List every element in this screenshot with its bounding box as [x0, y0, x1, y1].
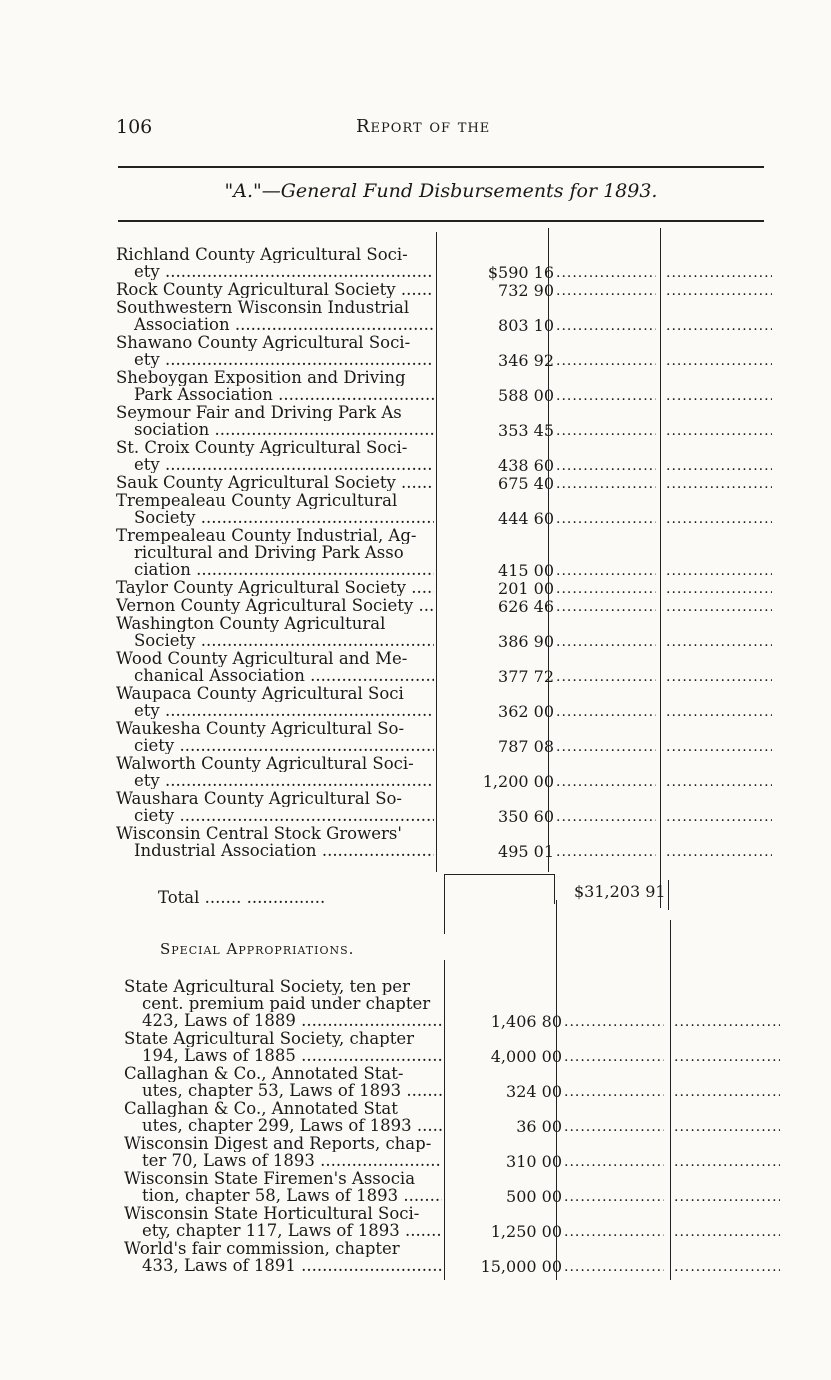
row-amount: 588 00 [498, 386, 554, 405]
row-label-line: ricultural and Driving Park Asso [134, 544, 404, 561]
row-label [124, 1135, 442, 1169]
leader-dots [674, 1084, 780, 1100]
row-label [116, 246, 434, 280]
column-rule [548, 228, 549, 872]
row-amount: 324 00 [506, 1082, 562, 1101]
leader-dots [564, 1224, 664, 1240]
leader-dots [666, 774, 772, 790]
row-amount: 346 92 [498, 351, 554, 370]
row-label [124, 1170, 442, 1204]
row-label-line: Sauk County Agricultural Society ..... [116, 474, 434, 491]
row-amount: 787 08 [498, 737, 554, 756]
row-label-line: Washington County Agricultural [116, 615, 386, 632]
row-amount: 803 10 [498, 316, 554, 335]
column-rule [444, 960, 445, 1280]
row-label-line: Rock County Agricultural Society ..... [116, 281, 434, 298]
row-amount: 1,250 00 [490, 1222, 562, 1241]
leader-dots [666, 458, 772, 474]
row-label [116, 615, 434, 649]
row-label-line: ety ..... [116, 456, 434, 473]
row-label-line: sociation ..... [116, 421, 434, 438]
leader-dots [556, 844, 656, 860]
page-number: 106 [116, 116, 153, 138]
row-label-line: World's fair commission, chapter [124, 1240, 400, 1257]
leader-dots [556, 423, 656, 439]
row-label-line: ety ..... [116, 263, 434, 280]
row-label-line: Richland County Agricultural Soci- [116, 246, 408, 263]
leader-dots [666, 599, 772, 615]
row-label [116, 579, 434, 596]
leader-dots [556, 265, 656, 281]
row-label-line: Wisconsin Digest and Reports, chap- [124, 1135, 432, 1152]
leader-dots [666, 423, 772, 439]
row-label [116, 334, 434, 368]
row-label [116, 439, 434, 473]
leader-dots [556, 599, 656, 615]
row-label-line: Callaghan & Co., Annotated Stat- [124, 1065, 404, 1082]
row-label [116, 755, 434, 789]
row-amount: 350 60 [498, 807, 554, 826]
row-amount: 15,000 00 [480, 1257, 562, 1276]
row-label [116, 720, 434, 754]
row-label-line: Walworth County Agricultural Soci- [116, 755, 414, 772]
leader-dots [556, 511, 656, 527]
row-label-line: 433, Laws of 1891 ..... [124, 1257, 442, 1274]
row-amount: 444 60 [498, 509, 554, 528]
leader-dots [674, 1259, 780, 1275]
leader-dots [674, 1154, 780, 1170]
row-label-line: Association ..... [116, 316, 434, 333]
column-rule [670, 920, 671, 1280]
row-label-line: Industrial Association ..... [116, 842, 434, 859]
leader-dots [564, 1014, 664, 1030]
column-rule [554, 874, 555, 904]
row-label-line: ety, chapter 117, Laws of 1893 ..... [124, 1222, 442, 1239]
row-amount: 386 90 [498, 632, 554, 651]
running-head: Report of the [356, 116, 491, 137]
row-label [116, 281, 434, 298]
leader-dots [556, 476, 656, 492]
total-rule [444, 874, 554, 875]
total-amount: $31,203 91 [574, 882, 666, 901]
row-label [116, 299, 434, 333]
leader-dots [564, 1189, 664, 1205]
leader-dots [564, 1119, 664, 1135]
row-amount: 438 60 [498, 456, 554, 475]
row-label [116, 597, 434, 614]
leader-dots [556, 739, 656, 755]
row-amount: 495 01 [498, 842, 554, 861]
leader-dots [556, 634, 656, 650]
row-label-line: Park Association ..... [116, 386, 434, 403]
leader-dots [674, 1224, 780, 1240]
leader-dots [556, 353, 656, 369]
leader-dots [556, 809, 656, 825]
row-label-line: chanical Association ..... [116, 667, 434, 684]
leader-dots [564, 1084, 664, 1100]
row-label-line: utes, chapter 299, Laws of 1893 ..... [124, 1117, 442, 1134]
row-label-line: ciation ..... [116, 561, 434, 578]
row-label-line: tion, chapter 58, Laws of 1893 ..... [124, 1187, 442, 1204]
row-label-line: Wisconsin State Horticultural Soci- [124, 1205, 420, 1222]
row-amount: 1,200 00 [482, 772, 554, 791]
row-label [116, 650, 434, 684]
row-label [124, 1065, 442, 1099]
leader-dots [666, 511, 772, 527]
row-label-line: ety ..... [116, 772, 434, 789]
table-caption: "A."—General Fund Disbursements for 1893. [224, 180, 658, 202]
row-label [116, 474, 434, 491]
column-rule [668, 880, 669, 910]
leader-dots [674, 1014, 780, 1030]
leader-dots [556, 318, 656, 334]
leader-dots [666, 844, 772, 860]
leader-dots [666, 265, 772, 281]
leader-dots [674, 1049, 780, 1065]
row-label-line: State Agricultural Society, chapter [124, 1030, 415, 1047]
leader-dots [556, 581, 656, 597]
row-label-line: Southwestern Wisconsin Industrial [116, 299, 410, 316]
leader-dots [666, 704, 772, 720]
leader-dots [556, 774, 656, 790]
row-amount: $590 16 [487, 263, 554, 282]
leader-dots [556, 388, 656, 404]
total-label: Total ....... ............... [158, 888, 326, 907]
row-label-line: ciety ..... [116, 737, 434, 754]
row-label-line: Wood County Agricultural and Me- [116, 650, 408, 667]
leader-dots [556, 704, 656, 720]
row-amount: 377 72 [498, 667, 554, 686]
leader-dots [666, 739, 772, 755]
row-amount: 353 45 [498, 421, 554, 440]
row-label-line: ety ..... [116, 702, 434, 719]
row-amount: 732 90 [498, 281, 554, 300]
row-label [124, 1030, 442, 1064]
row-label-line: cent. premium paid under chapter [142, 995, 431, 1012]
row-amount: 201 00 [498, 579, 554, 598]
leader-dots [556, 563, 656, 579]
leader-dots [666, 388, 772, 404]
leader-dots [666, 581, 772, 597]
row-amount: 1,406 80 [490, 1012, 562, 1031]
leader-dots [556, 283, 656, 299]
leader-dots [666, 809, 772, 825]
row-label-line: Wisconsin State Firemen's Associa [124, 1170, 416, 1187]
leader-dots [674, 1189, 780, 1205]
row-label [124, 1240, 442, 1274]
row-label-line: Seymour Fair and Driving Park As [116, 404, 402, 421]
leader-dots [666, 476, 772, 492]
row-label [116, 685, 434, 719]
leader-dots [666, 318, 772, 334]
leader-dots [666, 669, 772, 685]
leader-dots [564, 1049, 664, 1065]
leader-dots [564, 1259, 664, 1275]
special-appropriations-heading: Special Appropriations. [160, 940, 355, 958]
row-amount: 362 00 [498, 702, 554, 721]
leader-dots [666, 634, 772, 650]
row-label [116, 790, 434, 824]
row-label-line: Society ..... [116, 632, 434, 649]
row-label [116, 404, 434, 438]
leader-dots [674, 1119, 780, 1135]
leader-dots [564, 1154, 664, 1170]
row-label [116, 492, 434, 526]
column-rule [660, 228, 661, 908]
column-rule [436, 232, 437, 872]
row-label [116, 369, 434, 403]
row-label-line: Taylor County Agricultural Society ..... [116, 579, 434, 596]
row-label-line: State Agricultural Society, ten per [124, 978, 410, 995]
row-label-line: ter 70, Laws of 1893 ..... [124, 1152, 442, 1169]
row-label-line: Waushara County Agricultural So- [116, 790, 403, 807]
leader-dots [556, 458, 656, 474]
row-label-line: Vernon County Agricultural Society ..... [116, 597, 434, 614]
row-label-line: Waupaca County Agricultural Soci [116, 685, 404, 702]
leader-dots [556, 669, 656, 685]
row-label-line: 194, Laws of 1885 ..... [124, 1047, 442, 1064]
row-label-line: Callaghan & Co., Annotated Stat [124, 1100, 398, 1117]
row-label-line: Waukesha County Agricultural So- [116, 720, 405, 737]
row-amount: 500 00 [506, 1187, 562, 1206]
row-label-line: Trempealeau County Industrial, Ag- [116, 527, 417, 544]
row-amount: 4,000 00 [490, 1047, 562, 1066]
row-amount: 415 00 [498, 561, 554, 580]
row-label-line: St. Croix County Agricultural Soci- [116, 439, 408, 456]
column-rule [556, 900, 557, 1280]
row-label-line: Sheboygan Exposition and Driving [116, 369, 406, 386]
row-label-line: Trempealeau County Agricultural [116, 492, 398, 509]
row-label [116, 527, 434, 578]
row-label-line: ety ..... [116, 351, 434, 368]
row-amount: 310 00 [506, 1152, 562, 1171]
row-label [124, 1205, 442, 1239]
row-label [124, 1100, 442, 1134]
row-amount: 36 00 [516, 1117, 562, 1136]
row-label-line: Shawano County Agricultural Soci- [116, 334, 411, 351]
row-label-line: Wisconsin Central Stock Growers' [116, 825, 402, 842]
leader-dots [666, 563, 772, 579]
row-label-line: ciety ..... [116, 807, 434, 824]
row-amount: 626 46 [498, 597, 554, 616]
row-label [116, 825, 434, 859]
row-label-line: 423, Laws of 1889 ..... [124, 1012, 442, 1029]
leader-dots [666, 353, 772, 369]
row-label-line: Society ..... [116, 509, 434, 526]
column-rule [444, 874, 445, 934]
row-label [124, 978, 442, 1029]
row-label-line: utes, chapter 53, Laws of 1893 ..... [124, 1082, 442, 1099]
leader-dots [666, 283, 772, 299]
row-amount: 675 40 [498, 474, 554, 493]
